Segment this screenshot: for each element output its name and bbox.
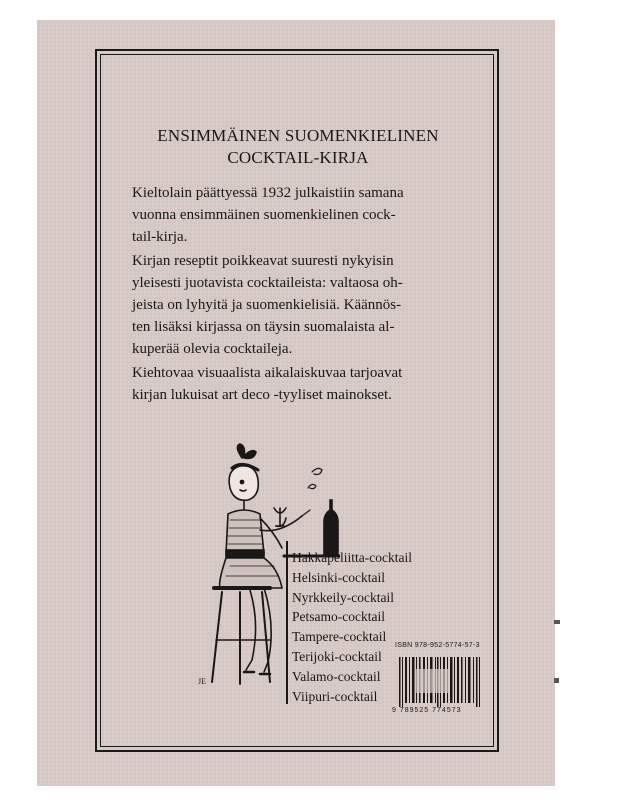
isbn-label: ISBN 978-952-5774-57-3 (395, 642, 480, 649)
paragraph-line: kuperää olevia cocktaileja. (132, 341, 293, 357)
list-item: Tampere-cocktail (292, 629, 387, 645)
edge-mark (554, 678, 559, 683)
list-item: Nyrkkeily-cocktail (292, 589, 394, 605)
title-line-1: ENSIMMÄINEN SUOMENKIELINEN (157, 126, 439, 145)
paragraph-recipes (132, 250, 464, 360)
paragraph-ads (132, 362, 464, 406)
paragraph-line: Kirjan reseptit poikkeavat suuresti nykyisin (132, 253, 394, 269)
list-item: Terijoki-cocktail (292, 648, 382, 664)
paragraph-line: Kiehtovaa visuaalista aikalaiskuvaa tarjoavat (132, 365, 403, 381)
paragraph-line: yleisesti juotavista cocktaileista: valtaosa oh- (132, 275, 403, 291)
paragraph-line: kirjan lukuisat art deco -tyyliset mainokset. (132, 387, 392, 403)
paragraph-line: ten lisäksi kirjassa on täysin suomalaista al- (132, 319, 395, 335)
list-item: Hakkapeliitta-cocktail (292, 550, 412, 565)
barcode-icon (395, 655, 490, 713)
paragraph-line: tail-kirja. (132, 229, 188, 245)
paragraph-line: jeista on lyhyitä ja suomenkielisiä. Käännös- (132, 297, 402, 313)
cocktail-list (292, 548, 412, 706)
list-divider (286, 541, 288, 704)
paragraph-line: vuonna ensimmäinen suomenkielinen cock- (132, 207, 396, 223)
list-item: Helsinki-cocktail (292, 569, 385, 585)
edge-mark (554, 620, 560, 624)
illustrator-signature: JE (198, 677, 206, 686)
list-item: Petsamo-cocktail (292, 609, 385, 625)
list-item: Viipuri-cocktail (292, 688, 378, 704)
paragraph-line: Kieltolain päättyessä 1932 julkaistiin samana (132, 185, 404, 201)
barcode-digits: 9 789525 774573 (392, 707, 462, 714)
cover-title (120, 125, 476, 169)
paragraph-intro (132, 182, 464, 248)
list-item: Valamo-cocktail (292, 668, 381, 684)
title-line-2: COCKTAIL-KIRJA (227, 148, 369, 167)
